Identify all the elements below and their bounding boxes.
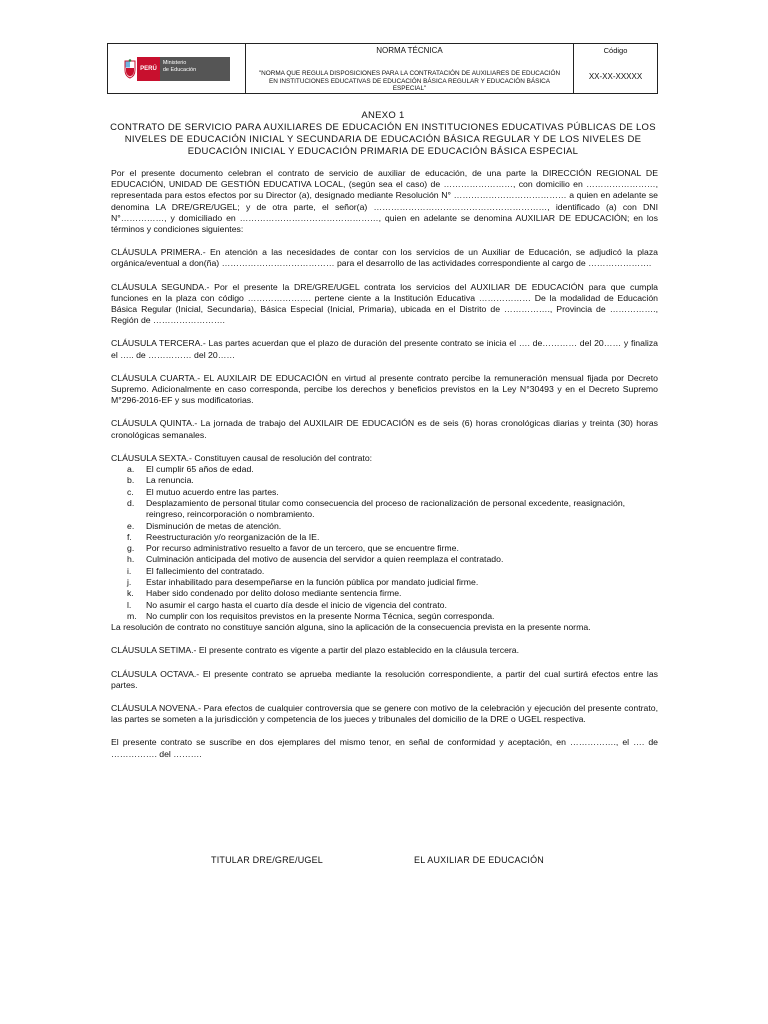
list-item-text: Estar inhabilitado para desempeñarse en la función pública por mandato judicial firme. [146, 577, 479, 588]
ministry-line2: de Educación [162, 66, 197, 73]
list-item-text: No asumir el cargo hasta el cuarto día desde el inicio de vigencia del contrato. [146, 599, 447, 610]
list-item [111, 566, 658, 577]
list-item [111, 554, 658, 565]
closing-paragraph: El presente contrato se suscribe en dos ejemplares del mismo tenor, en señal de conformidad y aceptación, en ……………., el …. de ……………. del ………. [111, 737, 658, 759]
norm-cell [246, 44, 574, 93]
coat-of-arms-icon [123, 59, 137, 79]
clause-second: CLÁUSULA SEGUNDA.- Por el presente la DRE/GRE/UGEL contrata los servicios del AUXILIAR DE EDUCACIÓN para que cumpla funciones en la plaza con código …………………. pertene ciente a la Institución Educativa ……………… De la modalidad de Educación Básica Regular (Inicial, Secundaria), Básica Especial (Inicial, Primaria), ubicada en el Distrito de ……………., Provincia de ……………., Región de ……………………. [111, 281, 658, 326]
norm-title: NORMA TÉCNICA [376, 46, 443, 55]
list-item [111, 498, 658, 521]
code-label: Código [603, 46, 628, 55]
list-item-letter: k. [127, 588, 134, 599]
list-item [111, 577, 658, 588]
code-value: XX-XX-XXXXX [588, 72, 643, 81]
list-item-text: No cumplir con los requisitos previstos en la presente Norma Técnica, según corresponda. [146, 610, 495, 621]
list-item-text: El mutuo acuerdo entre las partes. [146, 486, 279, 497]
list-item-letter: m. [127, 610, 137, 621]
document-header [107, 43, 658, 94]
annex-title: CONTRATO DE SERVICIO PARA AUXILIARES DE EDUCACIÓN EN INSTITUCIONES EDUCATIVAS PÚBLICAS DE LOS NIVELES DE EDUCACIÓN INICIAL Y SECUNDARIA DE EDUCACIÓN BÁSICA REGULAR Y DE LOS NIVELES DE EDUCACIÓN INICIAL Y EDUCACIÓN PRIMARIA DE EDUCACIÓN BÁSICA ESPECIAL [110, 122, 656, 157]
clause-first: CLÁUSULA PRIMERA.- En atención a las necesidades de contar con los servicios de un Auxiliar de Educación, se adjudicó la plaza orgánica/eventual a don(ña) ………………………………… para el desarrollo de las actividades correspondiente al cargo de …………………. [111, 247, 658, 269]
intro-paragraph: Por el presente documento celebran el contrato de servicio de auxiliar de educación, de una parte la DIRECCIÓN REGIONAL DE EDUCACIÓN, UNIDAD DE GESTIÓN EDUCATIVA LOCAL, (según sea el caso) de ……………………, con domicilio en ……………………, representada para estos efectos por su Director (a), designado mediante Resolución N° ………………………………… a quien en adelante se denomina LA DRE/GRE/UGEL; y de otra parte, el señor(a) ……………………………………………………, identificado (a) con DNI N°……………, y domiciliado en …………………………………………, quien en adelante se denomina AUXILIAR DE EDUCACIÓN; en los términos y condiciones siguientes: [111, 168, 658, 235]
ministry-logo [123, 57, 230, 81]
code-cell [574, 44, 657, 93]
annex-heading [108, 110, 658, 158]
list-item-letter: f. [127, 531, 132, 542]
annex-number: ANEXO 1 [361, 110, 405, 121]
list-item-letter: l. [127, 599, 132, 610]
list-item-text: La renuncia. [146, 475, 194, 486]
list-item [111, 475, 658, 486]
list-item-letter: i. [127, 565, 132, 576]
list-item [111, 543, 658, 554]
signature-right: EL AUXILIAR DE EDUCACIÓN [414, 855, 545, 865]
ministry-line1: Ministerio [162, 59, 187, 66]
list-item [111, 588, 658, 599]
clause-fifth: CLÁUSULA QUINTA.- La jornada de trabajo del AUXILAIR DE EDUCACIÓN es de seis (6) horas cronológicas diarias y treinta (30) horas cronológicas semanales. [111, 418, 658, 440]
list-item-letter: d. [127, 497, 135, 508]
list-item-text: El fallecimiento del contratado. [146, 565, 265, 576]
list-item-letter: e. [127, 520, 135, 531]
clause-third: CLÁUSULA TERCERA.- Las partes acuerdan que el plazo de duración del presente contrato se inicia el …. de………… del 20…… y finaliza el ….. de …………… del 20…… [111, 338, 658, 360]
list-item-letter: c. [127, 486, 134, 497]
list-item-text: Reestructuración y/o reorganización de la IE. [146, 531, 320, 542]
termination-causes-list [111, 464, 658, 622]
clause-seventh: CLÁUSULA SETIMA.- El presente contrato es vigente a partir del plazo establecido en la cláusula tercera. [111, 645, 520, 656]
list-item-text: Haber sido condenado por delito doloso mediante sentencia firme. [146, 588, 402, 599]
logo-cell [108, 44, 246, 93]
ministry-name [160, 57, 230, 81]
country-label: PERÚ [137, 57, 160, 81]
clause-sixth-intro: CLÁUSULA SEXTA.- Constituyen causal de resolución del contrato: [111, 452, 373, 463]
list-item [111, 521, 658, 532]
list-item-text: Disminución de metas de atención. [146, 520, 282, 531]
list-item-letter: b. [127, 475, 135, 486]
list-item-letter: a. [127, 464, 135, 475]
list-item-letter: g. [127, 543, 135, 554]
list-item [111, 464, 658, 475]
list-item [111, 600, 658, 611]
list-item [111, 611, 658, 622]
clause-eighth: CLÁUSULA OCTAVA.- El presente contrato se aprueba mediante la resolución correspondiente, a partir del cual surtirá efectos entre las partes. [111, 668, 658, 690]
clause-fourth: CLÁUSULA CUARTA.- EL AUXILAIR DE EDUCACIÓN en virtud al presente contrato percibe la remuneración mensual fijada por Decreto Supremo. Adicionalmente en caso corresponda, percibe los derechos y beneficios previstos en la Ley N°30493 y en el Decreto Supremo M°296-2016-EF y sus modificatorias. [111, 372, 658, 406]
clause-sixth-outro: La resolución de contrato no constituye sanción alguna, sino la aplicación de la consecuencia prevista en la presente norma. [111, 622, 591, 633]
list-item-text: Por recurso administrativo resuelto a favor de un tercero, que se encuentre firme. [146, 543, 459, 554]
list-item-letter: j. [127, 577, 132, 588]
signature-left: TITULAR DRE/GRE/UGEL [211, 855, 324, 865]
list-item-letter: h. [127, 554, 135, 565]
list-item-text: El cumplir 65 años de edad. [146, 464, 254, 475]
list-item-text: Culminación anticipada del motivo de ausencia del servidor a quien reemplaza el contratado. [146, 554, 504, 565]
clause-ninth: CLÁUSULA NOVENA.- Para efectos de cualquier controversia que se genere con motivo de la celebración y ejecución del presente contrato, las partes se someten a la jurisdicción y competencia de los jueces y tribunales del domicilio de la DRE o UGEL respectiva. [111, 703, 658, 725]
list-item [111, 532, 658, 543]
contract-body [111, 168, 658, 772]
list-item [111, 487, 658, 498]
list-item-text: Desplazamiento de personal titular como consecuencia del proceso de racionalización de personal excedente, reasignación, reingreso, reincorporación o nombramiento. [146, 497, 626, 520]
norm-description: "NORMA QUE REGULA DISPOSICIONES PARA LA CONTRATACIÓN DE AUXILIARES DE EDUCACIÓN EN INSTITUCIONES EDUCATIVAS DE EDUCACIÓN BÁSICA REGULAR Y EDUCACIÓN BÁSICA ESPECIAL" [258, 70, 561, 92]
